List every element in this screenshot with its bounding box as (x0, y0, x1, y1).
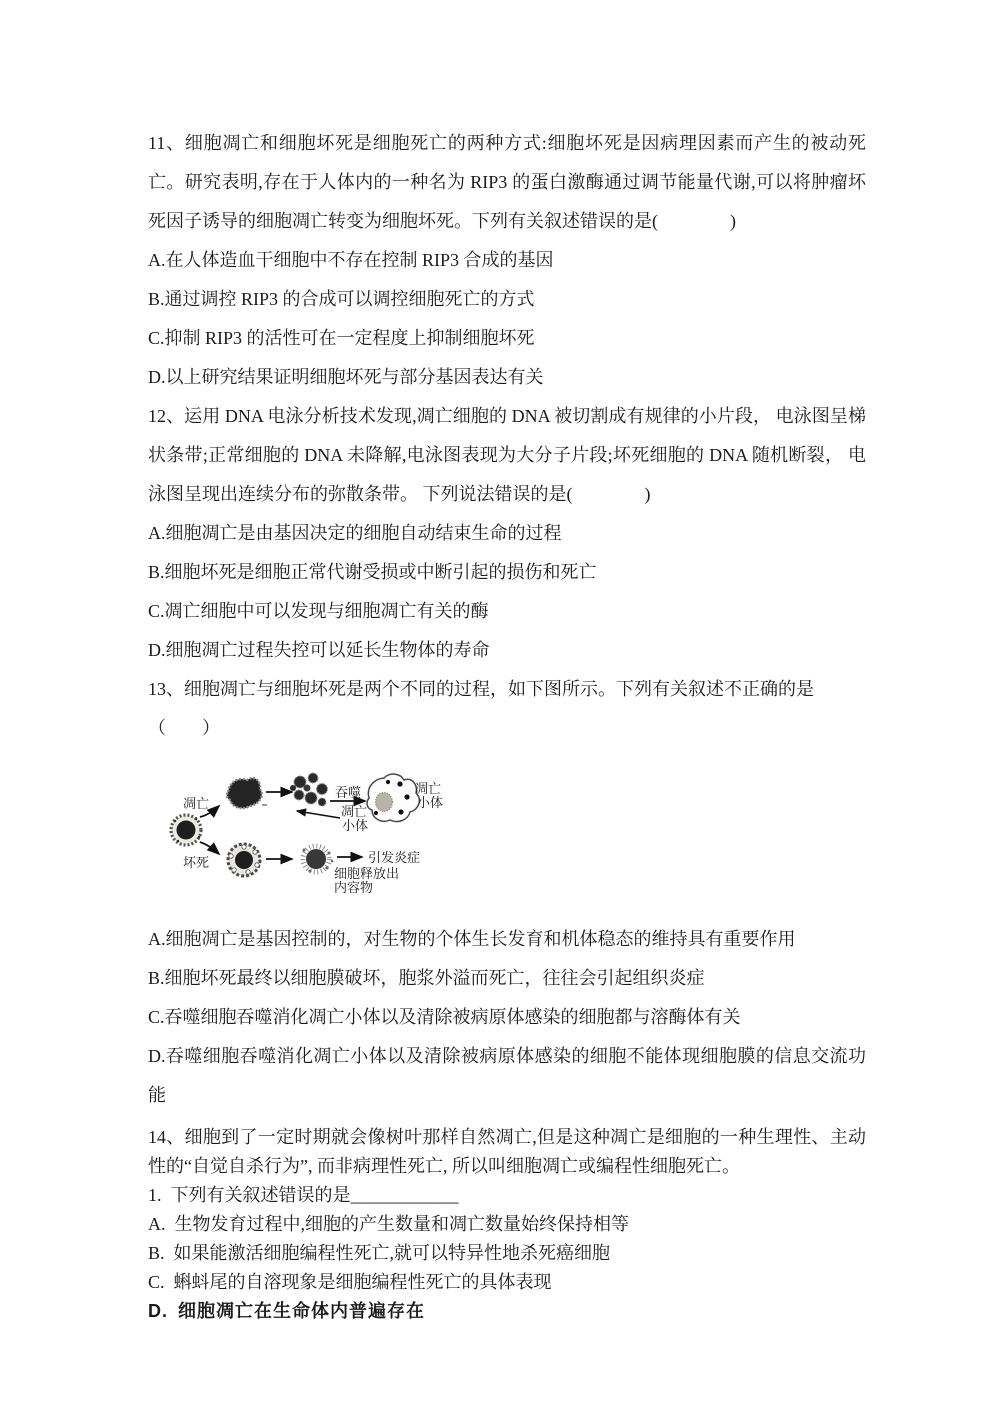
q12-stem-line-1: 12、运用 DNA 电泳分析技术发现,凋亡细胞的 DNA 被切割成有规律的小片段， 电泳图呈梯 (148, 406, 866, 426)
original-cell (171, 815, 201, 845)
necrosis-branch-label: 坏死 (182, 855, 210, 870)
apoptotic-cell (227, 778, 267, 808)
question-11 (148, 124, 866, 397)
q14-sub-question: 1. 下列有关叙述错误的是____________ (148, 1185, 459, 1205)
q14-option-a: A. 生物发育过程中,细胞的产生数量和凋亡数量始终保持相等 (148, 1214, 629, 1234)
q11-stem-line-3: 死因子诱导的细胞凋亡转变为细胞坏死。下列有关叙述错误的是( ) (148, 211, 736, 231)
engulf-object-label-line1: 凋亡 (340, 804, 368, 819)
figure-container (148, 764, 866, 920)
question-14 (148, 1123, 866, 1326)
q14-stem-line-1: 14、细胞到了一定时期就会像树叶那样自然凋亡,但是这种凋亡是细胞的一种生理性、主动 (148, 1127, 866, 1147)
q14-stem-line-2: 性的“自觉自杀行为”, 而非病理性死亡, 所以叫细胞凋亡或编程性细胞死亡。 (148, 1156, 740, 1176)
question-text-block (148, 124, 866, 1326)
release-label-line1: 细胞释放出 (334, 866, 400, 881)
q11-option-c: C.抑制 RIP3 的活性可在一定程度上抑制细胞坏死 (148, 328, 535, 348)
q11-stem-line-2: 亡。研究表明,存在于人体内的一种名为 RIP3 的蛋白激酶通过调节能量代谢,可以将肿瘤坏 (148, 172, 866, 192)
necrotic-cell (228, 844, 260, 876)
engulf-label: 吞噬 (334, 785, 362, 800)
q14-option-c: C. 蝌蚪尾的自溶现象是细胞编程性死亡的具体表现 (148, 1272, 552, 1292)
q13-option-a: A.细胞凋亡是基因控制的，对生物的个体生长发育和机体稳态的维持具有重要作用 (148, 929, 796, 949)
apoptotic-bodies-label-line2: 小体 (416, 795, 444, 810)
necrosis-branch-arrow (200, 842, 219, 854)
q12-option-b: B.细胞坏死是细胞正常代谢受损或中断引起的损伤和死亡 (148, 562, 597, 582)
release-label-line2: 内容物 (334, 880, 374, 895)
q12-option-a: A.细胞凋亡是由基因决定的细胞自动结束生命的过程 (148, 523, 562, 543)
q11-option-b: B.通过调控 RIP3 的合成可以调控细胞死亡的方式 (148, 289, 535, 309)
apoptosis-necrosis-diagram (160, 764, 452, 904)
q12-option-c: C.凋亡细胞中可以发现与细胞凋亡有关的酶 (148, 601, 489, 621)
q12-option-d: D.细胞凋亡过程失控可以延长生物体的寿命 (148, 640, 490, 660)
q11-option-d: D.以上研究结果证明细胞坏死与部分基因表达有关 (148, 367, 544, 387)
inflammation-label: 引发炎症 (368, 850, 421, 865)
q13-stem-line-1: 13、细胞凋亡与细胞坏死是两个不同的过程，如下图所示。下列有关叙述不正确的是 (148, 679, 814, 699)
q11-stem-line-1: 11、细胞凋亡和细胞坏死是细胞死亡的两种方式:细胞坏死是因病理因素而产生的被动死 (148, 133, 866, 153)
apoptotic-bodies-leader-line (297, 811, 340, 818)
q13-option-c: C.吞噬细胞吞噬消化凋亡小体以及清除被病原体感染的细胞都与溶酶体有关 (148, 1007, 741, 1027)
q12-stem-line-2: 状条带;正常细胞的 DNA 未降解,电泳图表现为大分子片段;坏死细胞的 DNA 随机断裂， 电 (148, 445, 866, 465)
phagocyte-cell (367, 774, 419, 822)
q13-stem-line-2: （ ） (148, 718, 220, 738)
q13-option-b: B.细胞坏死最终以细胞膜破坏，胞浆外溢而死亡，往往会引起组织炎症 (148, 968, 705, 988)
q14-option-b: B. 如果能激活细胞编程性死亡,就可以特异性地杀死癌细胞 (148, 1243, 611, 1263)
engulf-object-label-line2: 小体 (341, 818, 369, 833)
question-12 (148, 397, 866, 670)
q13-option-d-line-2: 能 (148, 1085, 166, 1105)
apoptotic-bodies-cluster (290, 773, 328, 806)
q14-option-d: D. 细胞凋亡在生命体内普遍存在 (148, 1301, 425, 1321)
q13-option-d-line-1: D.吞噬细胞吞噬消化凋亡小体以及清除被病原体感染的细胞不能体现细胞膜的信息交流功 (148, 1046, 866, 1066)
q12-stem-line-3: 泳图呈现出连续分布的弥散条带。 下列说法错误的是( ) (148, 484, 651, 504)
q11-option-a: A.在人体造血干细胞中不存在控制 RIP3 合成的基因 (148, 250, 554, 270)
apoptotic-bodies-label-line1: 凋亡 (414, 781, 442, 796)
question-13 (148, 670, 866, 1115)
apoptosis-branch-label: 凋亡 (182, 796, 210, 811)
lysed-cell (303, 846, 334, 873)
